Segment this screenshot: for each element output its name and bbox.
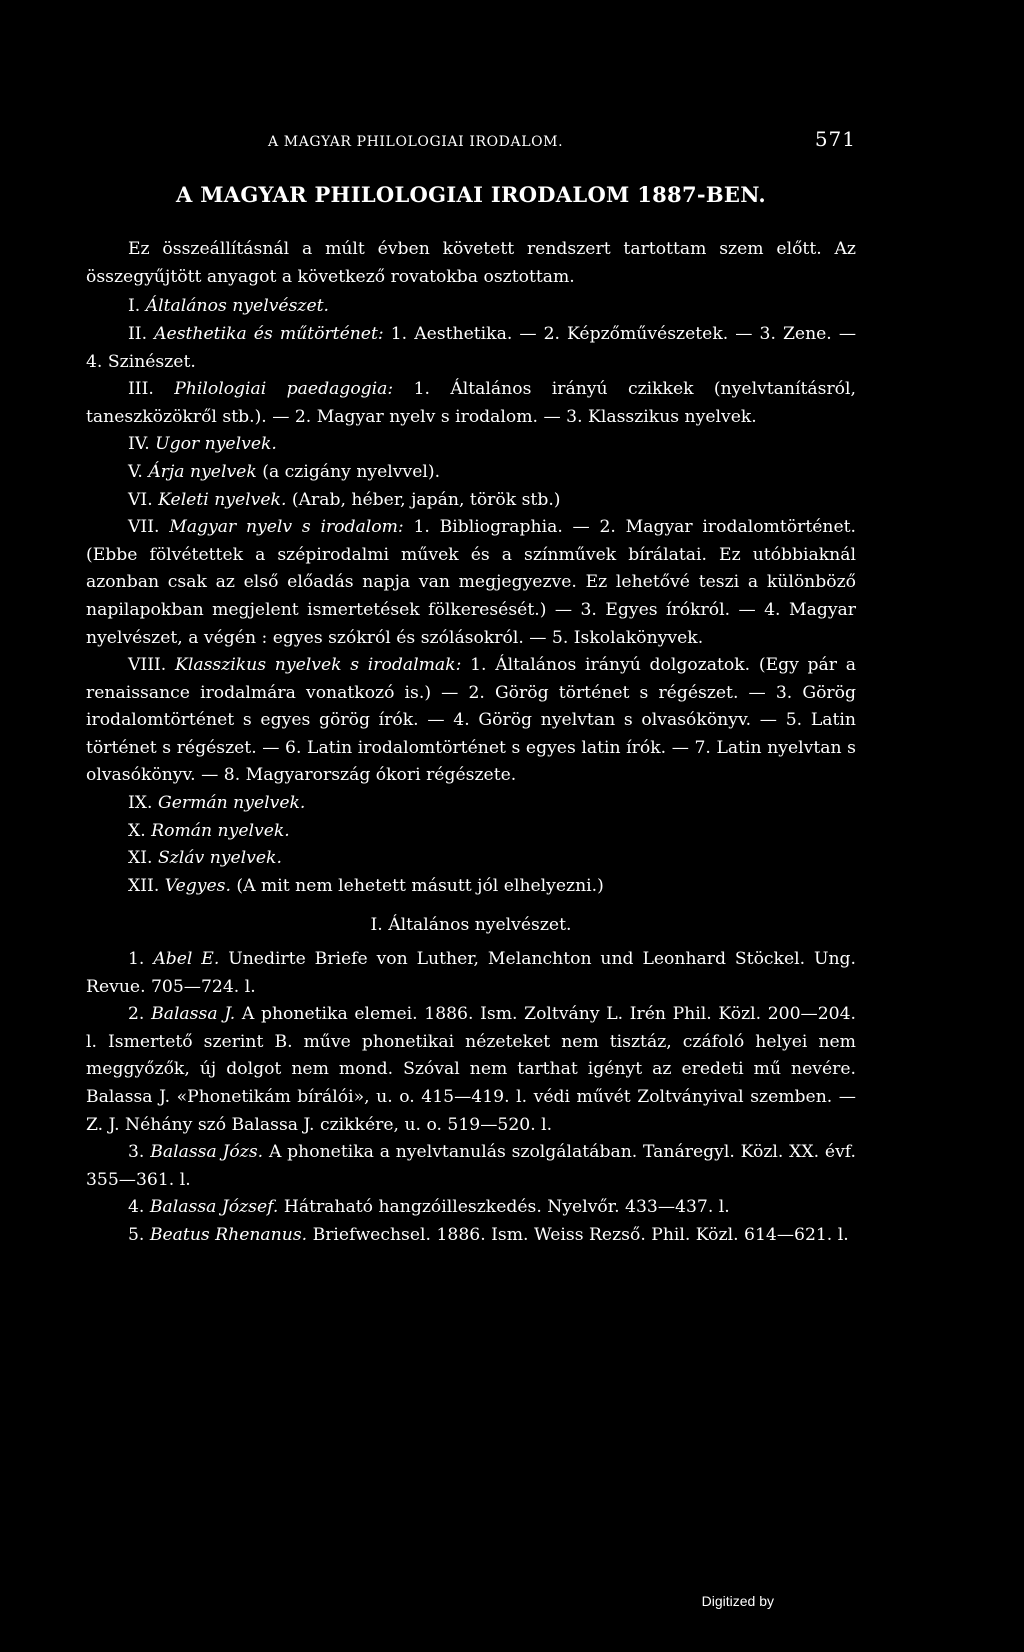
rubric-title: Ugor nyelvek. [155, 434, 277, 455]
rubric-title: Philologiai paedagogia: [174, 379, 394, 400]
entry-author: Balassa József. [149, 1197, 279, 1218]
rubric-item [86, 818, 856, 846]
rubric-number: VIII. [128, 655, 167, 676]
digitized-by-mark: Digitized by [701, 1593, 774, 1609]
running-head-title: A MAGYAR PHILOLOGIAI IRODALOM. [268, 134, 564, 150]
rubric-number: VI. [128, 489, 153, 510]
rubric-number: VII. [128, 517, 160, 538]
rubric-item [86, 293, 856, 321]
entry-text: Hátraható hangzóilleszkedés. Nyelvőr. 433—437. l. [283, 1197, 730, 1218]
entry-author: Balassa Józs. [150, 1142, 264, 1163]
page-number: 571 [814, 127, 856, 151]
rubric-item [86, 431, 856, 459]
running-head [268, 126, 856, 157]
rubric-title: Szláv nyelvek. [157, 848, 282, 869]
rubric-title: Keleti nyelvek. [158, 489, 287, 510]
rubric-text: 1. Aesthetika. — 2. Képzőművészetek. — 3. Zene. — 4. Szinészet. [86, 323, 857, 372]
rubric-title: Germán nyelvek. [157, 793, 306, 814]
bibliography-entry [86, 1194, 856, 1222]
rubric-number: II. [128, 323, 148, 344]
rubric-item [86, 873, 856, 901]
rubric-number: V. [128, 461, 143, 482]
rubric-item [86, 652, 856, 790]
rubric-number: XII. [128, 875, 160, 896]
intro-paragraph: Ez összeállításnál a múlt évben követett rendszert tartottam szem előtt. Az összegyűjtött anyagot a következő rovatokba osztottam. [86, 239, 856, 287]
rubric-title: Román nyelvek. [151, 820, 290, 841]
rubric-item [86, 321, 856, 376]
rubric-item [86, 376, 856, 431]
rubric-number: IV. [128, 434, 150, 455]
rubric-number: IX. [128, 793, 153, 814]
rubric-text: 1. Általános irányú dolgozatok. (Egy pár a renaissance irodalmára vonatkozó is.) — 2. Görög történet s régészet. — 3. Görög irodalomtörténet s egyes görög írók. — 4. Görög nyelvtan s olvasókönyv. — 5. Latin történet s régészet. — 6. Latin irodalomtörténet s egyes latin írók. — 7. Latin nyelvtan s olvasókönyv. — 8. Magyarország ókori régészete. [86, 655, 856, 786]
bibliography-entry [86, 1222, 856, 1250]
rubric-title: Vegyes. [164, 875, 231, 896]
rubric-text: (a czigány nyelvvel). [262, 461, 441, 482]
entry-number: 3. [128, 1142, 145, 1163]
rubric-title: Aesthetika és műtörténet: [154, 323, 384, 344]
rubric-number: XI. [128, 848, 153, 869]
rubric-text: 1. Általános irányú czikkek (nyelvtanításról, taneszközökről stb.). — 2. Magyar nyelv s irodalom. — 3. Klasszikus nyelvek. [86, 379, 856, 427]
entry-author: Balassa J. [151, 1004, 236, 1025]
rubric-item [86, 514, 856, 652]
entry-text: Unedirte Briefe von Luther, Melanchton und Leonhard Stöckel. Ung. Revue. 705—724. l. [86, 949, 857, 997]
entry-text: A phonetika a nyelvtanulás szolgálatában. Tanáregyl. Közl. XX. évf. 355—361. l. [86, 1142, 856, 1190]
rubric-text: (Arab, héber, japán, török stb.) [291, 489, 561, 510]
page-body [86, 126, 856, 1250]
bibliography-entry [86, 1001, 856, 1139]
entry-number: 2. [128, 1004, 145, 1025]
entry-number: 1. [128, 949, 145, 970]
main-title: A MAGYAR PHILOLOGIAI IRODALOM 1887-BEN. [175, 181, 766, 207]
section-title: I. Általános nyelvészet. [370, 915, 572, 936]
rubric-item [86, 459, 856, 487]
rubric-text: (A mit nem lehetett másutt jól elhelyezni.) [236, 875, 604, 896]
entry-author: Abel E. [153, 949, 220, 970]
entry-number: 5. [128, 1224, 145, 1245]
rubric-text: 1. Bibliographia. — 2. Magyar irodalomtörténet. (Ebbe fölvétettek a szépirodalmi művek és a színművek bírálatai. Ez utóbbiaknál azonban csak az első előadás napja van megjegyezve. Ez lehetővé teszi a különböző napilapokban megjelent ismertetések fölkeresését.) — 3. Egyes írókról. — 4. Magyar nyelvészet, a végén : egyes szókról és szólásokról. — 5. Iskolakönyvek. [86, 517, 857, 648]
rubric-title: Általános nyelvészet. [145, 296, 329, 317]
entry-text: Briefwechsel. 1886. Ism. Weiss Rezső. Phil. Közl. 614—621. l. [312, 1224, 849, 1245]
bibliography-entries [86, 946, 856, 1250]
bibliography-entry [86, 1139, 856, 1194]
rubric-item [86, 845, 856, 873]
bibliography-entry [86, 946, 856, 1001]
rubric-list [86, 293, 856, 900]
rubric-number: I. [128, 296, 141, 317]
rubric-item [86, 487, 856, 515]
entry-author: Beatus Rhenanus. [149, 1224, 308, 1245]
entry-text: A phonetika elemei. 1886. Ism. Zoltvány L. Irén Phil. Közl. 200—204. l. Ismertető szerint B. műve phonetikai nézeteket nem tisztáz, czáfoló helyei nem meggyőzők, új dolgot nem mond. Szóval nem tarthat igényt az eredeti mű nevére. Balassa J. «Phonetikám bírálói», u. o. 415—419. l. védi művét Zoltványival szemben. — Z. J. Néhány szó Balassa J. czikkére, u. o. 519—520. l. [86, 1004, 857, 1135]
rubric-title: Klasszikus nyelvek s irodalmak: [174, 655, 462, 676]
rubric-number: X. [128, 820, 146, 841]
rubric-item [86, 790, 856, 818]
rubric-title: Árja nyelvek [148, 461, 257, 482]
entry-number: 4. [128, 1197, 145, 1218]
rubric-number: III. [128, 379, 154, 400]
rubric-title: Magyar nyelv s irodalom: [169, 517, 404, 538]
